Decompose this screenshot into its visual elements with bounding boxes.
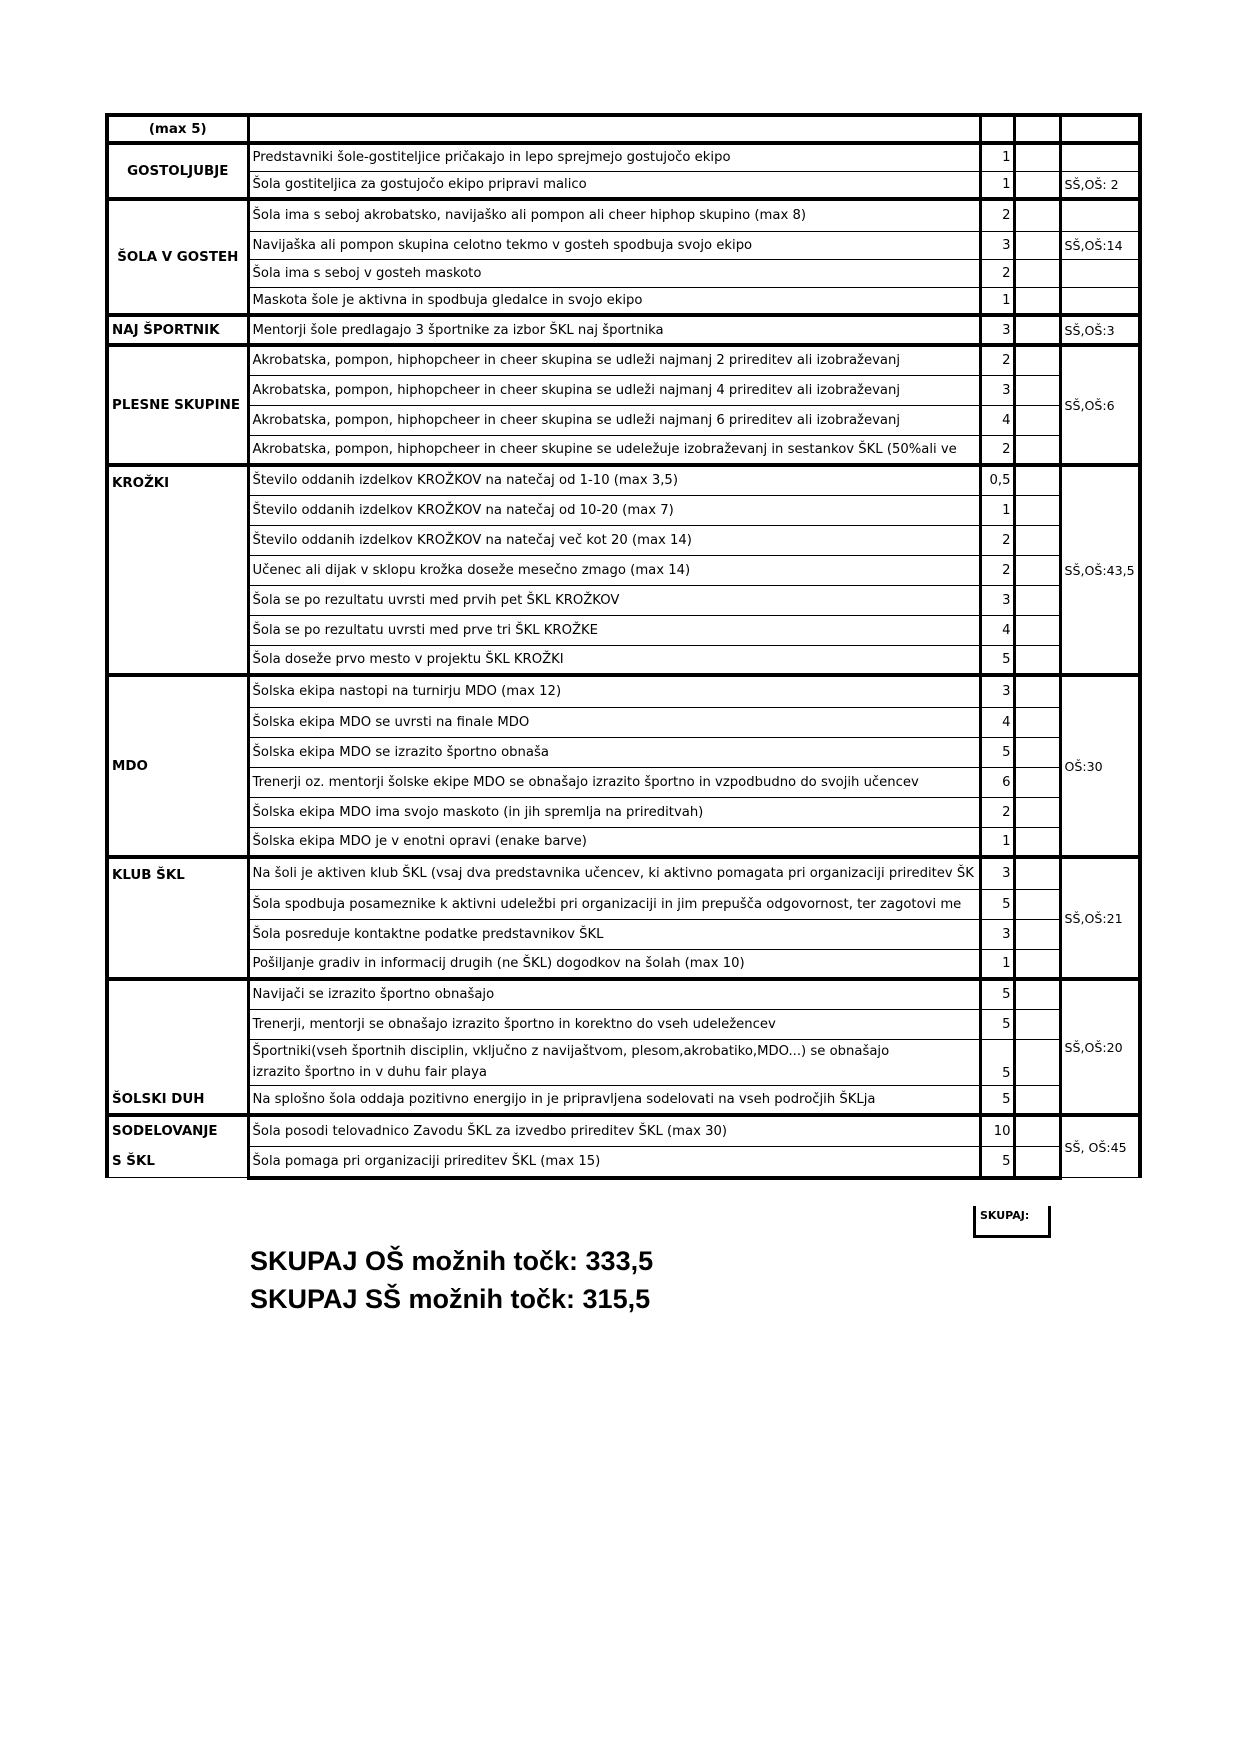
table-row bbox=[107, 405, 1140, 435]
points-value: 5 bbox=[980, 1039, 1014, 1085]
points-value: 10 bbox=[980, 1115, 1014, 1146]
points-value: 1 bbox=[980, 143, 1014, 171]
criteria-table bbox=[105, 113, 1142, 1180]
points-value: 1 bbox=[980, 495, 1014, 525]
score-cell[interactable] bbox=[1014, 737, 1060, 767]
summary-cell: OŠ:30 bbox=[1060, 675, 1140, 857]
table-row bbox=[107, 465, 1140, 495]
criterion-text: Šolska ekipa MDO ima svojo maskoto (in jih spremlja na prireditvah) bbox=[248, 797, 980, 827]
total-ss: SKUPAJ SŠ možnih točk: 315,5 bbox=[250, 1284, 651, 1314]
summary-cell: SŠ,OŠ: 2 bbox=[1060, 171, 1140, 199]
score-cell[interactable] bbox=[1014, 857, 1060, 889]
table-row bbox=[107, 949, 1140, 979]
criterion-text: Šola posodi telovadnico Zavodu ŠKL za izvedbo prireditev ŠKL (max 30) bbox=[248, 1115, 980, 1146]
points-value bbox=[980, 115, 1014, 143]
score-cell[interactable] bbox=[1014, 1146, 1060, 1177]
points-value: 3 bbox=[980, 857, 1014, 889]
criterion-text: Trenerji oz. mentorji šolske ekipe MDO se obnašajo izrazito športno in vzpodbudno do svojih učencev bbox=[248, 767, 980, 797]
points-value: 5 bbox=[980, 889, 1014, 919]
table-row bbox=[107, 585, 1140, 615]
score-cell[interactable] bbox=[1014, 199, 1060, 231]
points-value: 5 bbox=[980, 1146, 1014, 1177]
points-value: 4 bbox=[980, 615, 1014, 645]
table-row bbox=[107, 675, 1140, 707]
criterion-text: Predstavniki šole-gostiteljice pričakajo in lepo sprejmejo gostujočo ekipo bbox=[248, 143, 980, 171]
points-value: 1 bbox=[980, 287, 1014, 315]
score-cell[interactable] bbox=[1014, 315, 1060, 345]
category-label: PLESNE SKUPINE bbox=[107, 345, 248, 465]
points-value: 5 bbox=[980, 1085, 1014, 1115]
points-value: 5 bbox=[980, 979, 1014, 1009]
points-value: 4 bbox=[980, 405, 1014, 435]
category-label-line: S ŠKL bbox=[112, 1154, 155, 1169]
table-row bbox=[107, 919, 1140, 949]
table-row bbox=[107, 797, 1140, 827]
score-cell[interactable] bbox=[1014, 465, 1060, 495]
criterion-text: Šolska ekipa MDO se uvrsti na finale MDO bbox=[248, 707, 980, 737]
table-row bbox=[107, 1146, 1140, 1177]
points-value: 1 bbox=[980, 171, 1014, 199]
points-value: 2 bbox=[980, 345, 1014, 375]
score-cell[interactable] bbox=[1014, 1009, 1060, 1039]
table-row bbox=[107, 525, 1140, 555]
criterion-text: Šolska ekipa nastopi na turnirju MDO (max 12) bbox=[248, 675, 980, 707]
criterion-text: Akrobatska, pompon, hiphopcheer in cheer skupina se udleži najmanj 2 prireditev ali izobraževanj bbox=[248, 345, 980, 375]
score-cell[interactable] bbox=[1014, 889, 1060, 919]
criterion-text: Število oddanih izdelkov KROŽKOV na natečaj od 1-10 (max 3,5) bbox=[248, 465, 980, 495]
summary-cell bbox=[1060, 259, 1140, 287]
criterion-text bbox=[248, 115, 980, 143]
score-cell[interactable] bbox=[1014, 143, 1060, 171]
table-row bbox=[107, 287, 1140, 315]
criterion-text: Število oddanih izdelkov KROŽKOV na natečaj več kot 20 (max 14) bbox=[248, 525, 980, 555]
summary-cell: SŠ, OŠ:45 bbox=[1060, 1115, 1140, 1178]
table-row bbox=[107, 737, 1140, 767]
score-cell[interactable] bbox=[1014, 1115, 1060, 1146]
criterion-text: Šola posreduje kontaktne podatke predstavnikov ŠKL bbox=[248, 919, 980, 949]
category-label: KLUB ŠKL bbox=[107, 857, 248, 979]
criterion-text: Šola gostiteljica za gostujočo ekipo pripravi malico bbox=[248, 171, 980, 199]
criterion-text: Navijači se izrazito športno obnašajo bbox=[248, 979, 980, 1009]
score-cell[interactable] bbox=[1014, 115, 1060, 143]
summary-cell: SŠ,OŠ:3 bbox=[1060, 315, 1140, 345]
summary-cell bbox=[1060, 287, 1140, 315]
criterion-text: Akrobatska, pompon, hiphopcheer in cheer skupine se udeležuje izobraževanj in sestankov ŠKL (50%ali ve bbox=[248, 435, 980, 465]
criterion-text: Trenerji, mentorji se obnašajo izrazito športno in korektno do vseh udeležencev bbox=[248, 1009, 980, 1039]
criterion-text: Šolska ekipa MDO je v enotni opravi (enake barve) bbox=[248, 827, 980, 857]
score-cell[interactable] bbox=[1014, 707, 1060, 737]
table-row bbox=[107, 231, 1140, 259]
category-label: (max 5) bbox=[107, 115, 248, 143]
category-label: MDO bbox=[107, 675, 248, 857]
score-cell[interactable] bbox=[1014, 345, 1060, 375]
summary-cell: SŠ,OŠ:6 bbox=[1060, 345, 1140, 465]
category-label: GOSTOLJUBJE bbox=[107, 143, 248, 199]
criterion-text: Število oddanih izdelkov KROŽKOV na natečaj od 10-20 (max 7) bbox=[248, 495, 980, 525]
score-cell[interactable] bbox=[1014, 1039, 1060, 1085]
points-value: 1 bbox=[980, 949, 1014, 979]
criterion-text: Šolska ekipa MDO se izrazito športno obnaša bbox=[248, 737, 980, 767]
table-row bbox=[107, 1085, 1140, 1115]
category-label: ŠOLA V GOSTEH bbox=[107, 199, 248, 315]
table-row bbox=[107, 1039, 1140, 1085]
criterion-text: Akrobatska, pompon, hiphopcheer in cheer skupina se udleži najmanj 4 prireditev ali izobraževanj bbox=[248, 375, 980, 405]
points-value: 4 bbox=[980, 707, 1014, 737]
score-cell[interactable] bbox=[1014, 259, 1060, 287]
criterion-text: Mentorji šole predlagajo 3 športnike za izbor ŠKL naj športnika bbox=[248, 315, 980, 345]
points-value: 3 bbox=[980, 675, 1014, 707]
score-cell[interactable] bbox=[1014, 525, 1060, 555]
table-row bbox=[107, 889, 1140, 919]
criterion-text: Učenec ali dijak v sklopu krožka doseže mesečno zmago (max 14) bbox=[248, 555, 980, 585]
summary-cell: SŠ,OŠ:14 bbox=[1060, 231, 1140, 259]
table-row bbox=[107, 171, 1140, 199]
score-cell[interactable] bbox=[1014, 919, 1060, 949]
table-row bbox=[107, 375, 1140, 405]
points-value: 5 bbox=[980, 645, 1014, 675]
table-row bbox=[107, 345, 1140, 375]
points-value: 0,5 bbox=[980, 465, 1014, 495]
points-value: 1 bbox=[980, 827, 1014, 857]
summary-cell bbox=[1060, 143, 1140, 171]
table-row bbox=[107, 615, 1140, 645]
points-value: 3 bbox=[980, 231, 1014, 259]
table-row bbox=[107, 555, 1140, 585]
category-label: ŠOLSKI DUH bbox=[107, 979, 248, 1115]
score-cell[interactable] bbox=[1014, 405, 1060, 435]
points-value: 3 bbox=[980, 919, 1014, 949]
points-value: 2 bbox=[980, 555, 1014, 585]
criterion-text: Pošiljanje gradiv in informacij drugih (ne ŠKL) dogodkov na šolah (max 10) bbox=[248, 949, 980, 979]
summary-cell: SŠ,OŠ:43,5 bbox=[1060, 465, 1140, 675]
table-row bbox=[107, 435, 1140, 465]
points-value: 3 bbox=[980, 315, 1014, 345]
points-value: 5 bbox=[980, 737, 1014, 767]
criterion-text: Šola ima s seboj akrobatsko, navijaško ali pompon ali cheer hiphop skupino (max 8) bbox=[248, 199, 980, 231]
category-label-line: SODELOVANJE bbox=[112, 1124, 218, 1139]
table-row bbox=[107, 767, 1140, 797]
summary-cell: SŠ,OŠ:21 bbox=[1060, 857, 1140, 979]
criterion-text: Športniki(vseh športnih disciplin, vključno z navijaštvom, plesom,akrobatiko,MDO...) se obnašajo izrazito športno in v duhu fair playa bbox=[248, 1039, 980, 1085]
score-cell[interactable] bbox=[1014, 171, 1060, 199]
score-cell[interactable] bbox=[1014, 827, 1060, 857]
points-value: 2 bbox=[980, 435, 1014, 465]
criterion-text: Na splošno šola oddaja pozitivno energijo in je pripravljena sodelovati na vseh področjih ŠKLja bbox=[248, 1085, 980, 1115]
points-value: 2 bbox=[980, 199, 1014, 231]
points-value: 6 bbox=[980, 767, 1014, 797]
table-row bbox=[107, 1009, 1140, 1039]
category-label: NAJ ŠPORTNIK bbox=[107, 315, 248, 345]
points-value: 5 bbox=[980, 1009, 1014, 1039]
table-row bbox=[107, 707, 1140, 737]
skupaj-label: SKUPAJ: bbox=[973, 1206, 1051, 1238]
score-cell[interactable] bbox=[1014, 585, 1060, 615]
criterion-text: Navijaška ali pompon skupina celotno tekmo v gosteh spodbuja svojo ekipo bbox=[248, 231, 980, 259]
score-cell[interactable] bbox=[1014, 375, 1060, 405]
score-cell[interactable] bbox=[1014, 979, 1060, 1009]
score-cell[interactable] bbox=[1014, 767, 1060, 797]
criterion-text: Šola ima s seboj v gosteh maskoto bbox=[248, 259, 980, 287]
table-row bbox=[107, 115, 1140, 143]
score-cell[interactable] bbox=[1014, 675, 1060, 707]
criterion-text: Šola se po rezultatu uvrsti med prvih pet ŠKL KROŽKOV bbox=[248, 585, 980, 615]
table-row bbox=[107, 979, 1140, 1009]
points-value: 3 bbox=[980, 585, 1014, 615]
score-cell[interactable] bbox=[1014, 287, 1060, 315]
table-row bbox=[107, 315, 1140, 345]
score-cell[interactable] bbox=[1014, 615, 1060, 645]
table-row bbox=[107, 1115, 1140, 1146]
total-os: SKUPAJ OŠ možnih točk: 333,5 bbox=[250, 1246, 654, 1276]
summary-cell bbox=[1060, 115, 1140, 143]
score-cell[interactable] bbox=[1014, 555, 1060, 585]
table-row bbox=[107, 645, 1140, 675]
points-value: 3 bbox=[980, 375, 1014, 405]
category-label: KROŽKI bbox=[107, 465, 248, 675]
table-row bbox=[107, 857, 1140, 889]
criterion-text: Na šoli je aktiven klub ŠKL (vsaj dva predstavnika učencev, ki aktivno pomagata pri organizaciji prireditev ŠK bbox=[248, 857, 980, 889]
points-value: 2 bbox=[980, 797, 1014, 827]
score-cell[interactable] bbox=[1014, 435, 1060, 465]
table-row bbox=[107, 259, 1140, 287]
score-cell[interactable] bbox=[1014, 645, 1060, 675]
table-row bbox=[107, 199, 1140, 231]
table-row bbox=[107, 143, 1140, 171]
score-cell[interactable] bbox=[1014, 949, 1060, 979]
criterion-text: Maskota šole je aktivna in spodbuja gledalce in svojo ekipo bbox=[248, 287, 980, 315]
criterion-text: Šola spodbuja posameznike k aktivni udeležbi pri organizaciji in jim prepušča odgovornost, ter zagotovi me bbox=[248, 889, 980, 919]
summary-cell: SŠ,OŠ:20 bbox=[1060, 979, 1140, 1115]
points-value: 2 bbox=[980, 525, 1014, 555]
points-value: 2 bbox=[980, 259, 1014, 287]
category-label bbox=[107, 1115, 248, 1178]
criterion-text: Šola pomaga pri organizaciji prireditev ŠKL (max 15) bbox=[248, 1146, 980, 1177]
criterion-text: Šola se po rezultatu uvrsti med prve tri ŠKL KROŽKE bbox=[248, 615, 980, 645]
summary-cell bbox=[1060, 199, 1140, 231]
table-row bbox=[107, 827, 1140, 857]
criterion-text: Akrobatska, pompon, hiphopcheer in cheer skupina se udleži najmanj 6 prireditev ali izobraževanj bbox=[248, 405, 980, 435]
table-row bbox=[107, 495, 1140, 525]
score-cell[interactable] bbox=[1014, 231, 1060, 259]
criterion-text: Šola doseže prvo mesto v projektu ŠKL KROŽKI bbox=[248, 645, 980, 675]
score-cell[interactable] bbox=[1014, 495, 1060, 525]
score-cell[interactable] bbox=[1014, 797, 1060, 827]
score-cell[interactable] bbox=[1014, 1085, 1060, 1115]
